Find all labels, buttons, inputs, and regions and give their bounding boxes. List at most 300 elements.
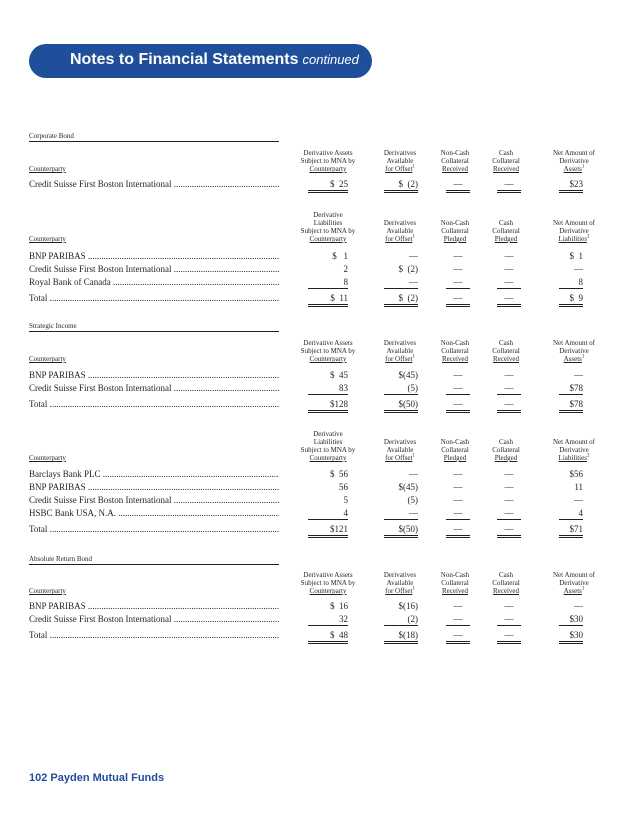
column-header-text: Net Amount of: [553, 438, 595, 446]
table-row: [29, 481, 589, 493]
value-cell: 8: [308, 276, 348, 289]
column-header-text: Available: [386, 227, 414, 235]
total-row: [29, 398, 589, 410]
column-header-line: [536, 438, 612, 446]
page-footer: 102 Payden Mutual Funds: [29, 772, 165, 784]
value-cell: —: [497, 178, 521, 193]
value-cell: 5: [343, 495, 348, 505]
counterparty-header: Counterparty: [29, 165, 66, 173]
footnote-marker: 1: [412, 354, 415, 360]
column-header-line: [372, 235, 428, 243]
value-cell: —: [504, 370, 514, 380]
value-cell: —: [497, 629, 521, 644]
value-cell: —: [446, 629, 470, 644]
column-header-line: [288, 438, 368, 446]
column-header-text: Assets: [563, 165, 582, 173]
table-row: [29, 494, 589, 506]
value-cell: $78: [559, 382, 583, 395]
value-cell: $(45): [398, 370, 418, 380]
column-header-text: Non-Cash: [440, 219, 470, 227]
table-row: [29, 613, 589, 625]
column-header-line: [536, 339, 612, 347]
value-cell: —: [453, 601, 463, 611]
column-header-line: [288, 454, 368, 462]
column-header: [484, 571, 528, 595]
value-cell: $121: [308, 523, 348, 538]
column-header: [372, 571, 428, 595]
column-header-line: [536, 454, 612, 462]
column-header-text: Received: [492, 355, 520, 363]
column-header-text: for Offset: [385, 235, 413, 243]
counterparty-name: BNP PARIBAS .....: [29, 481, 279, 493]
column-header-line: [484, 235, 528, 243]
column-header-line: [484, 446, 528, 454]
value-cell: 11: [574, 482, 583, 492]
column-header-text: Collateral: [441, 579, 469, 587]
value-cell: $(45): [398, 482, 418, 492]
column-header-line: [288, 165, 368, 173]
column-header-line: [430, 347, 480, 355]
counterparty-name: HSBC Bank USA, N.A. .....: [29, 507, 279, 519]
column-header-line: [484, 438, 528, 446]
value-cell: —: [453, 495, 463, 505]
column-header-line: [372, 165, 428, 173]
column-header: [288, 339, 368, 363]
value-cell: $128: [308, 398, 348, 413]
counterparty-name: Total .....: [29, 523, 279, 535]
column-header: [288, 149, 368, 173]
column-header-line: [430, 446, 480, 454]
counterparty-name: Credit Suisse First Boston International .....: [29, 263, 279, 275]
column-header-line: [288, 579, 368, 587]
counterparty-name: BNP PARIBAS .....: [29, 250, 279, 262]
value-cell: —: [574, 601, 583, 611]
total-row: [29, 629, 589, 641]
column-header-text: for Offset: [385, 165, 413, 173]
column-header-text: Collateral: [441, 446, 469, 454]
column-header-text: Received: [441, 587, 469, 595]
page-banner: [29, 44, 372, 78]
footnote-marker: 1: [412, 453, 415, 459]
value-cell: $30: [559, 629, 583, 644]
column-header-text: Counterparty: [309, 165, 347, 173]
table-row: [29, 468, 589, 480]
column-header-text: Cash: [499, 438, 513, 446]
value-cell: —: [446, 523, 470, 538]
column-header-line: [288, 355, 368, 363]
column-header-line: [430, 165, 480, 173]
column-header-text: Collateral: [441, 157, 469, 165]
table-row: [29, 250, 589, 262]
column-header-text: Derivatives: [383, 571, 417, 579]
column-header-text: Non-Cash: [440, 571, 470, 579]
column-header-line: [536, 446, 612, 454]
column-header-line: [430, 157, 480, 165]
value-cell: —: [497, 613, 521, 626]
column-header-line: [372, 355, 428, 363]
column-header-line: [372, 587, 428, 595]
value-cell: —: [574, 264, 583, 274]
column-header: [536, 571, 612, 595]
column-header-line: [430, 219, 480, 227]
column-header-text: Derivative: [559, 446, 589, 454]
column-header-text: Derivative: [559, 579, 589, 587]
column-header-text: Counterparty: [309, 235, 347, 243]
value-cell: $ 1: [332, 251, 348, 261]
column-header-line: [288, 211, 368, 219]
column-header-line: [484, 165, 528, 173]
column-header-text: Liabilities: [558, 235, 587, 243]
column-header-text: Derivative: [559, 347, 589, 355]
column-header-text: Collateral: [492, 347, 520, 355]
value-cell: —: [497, 507, 521, 520]
column-header-line: [372, 339, 428, 347]
column-header-line: [536, 355, 612, 363]
value-cell: —: [446, 507, 470, 520]
column-header-text: Counterparty: [309, 587, 347, 595]
value-cell: $ (2): [384, 292, 418, 307]
value-cell: $56: [569, 469, 583, 479]
column-header-line: [288, 149, 368, 157]
column-header-line: [372, 219, 428, 227]
counterparty-name: Credit Suisse First Boston International .....: [29, 613, 279, 625]
column-header-text: for Offset: [385, 355, 413, 363]
value-cell: —: [453, 482, 463, 492]
column-header: [372, 149, 428, 173]
column-header: [484, 339, 528, 363]
column-header-text: Received: [441, 355, 469, 363]
value-cell: —: [504, 469, 514, 479]
value-cell: —: [409, 469, 418, 479]
column-header-text: Available: [386, 157, 414, 165]
column-header-text: Available: [386, 446, 414, 454]
value-cell: —: [504, 482, 514, 492]
table-row: [29, 369, 589, 381]
value-cell: $(50): [384, 398, 418, 413]
column-header-text: for Offset: [385, 454, 413, 462]
counterparty-name: Credit Suisse First Boston International .....: [29, 382, 279, 394]
total-row: [29, 292, 589, 304]
column-header-line: [430, 339, 480, 347]
footnote-marker: 1: [412, 234, 415, 240]
value-cell: —: [446, 178, 470, 193]
column-header-text: Derivative Assets: [303, 149, 353, 157]
total-row: [29, 523, 589, 535]
value-cell: $ (2): [398, 264, 418, 274]
column-header-line: [536, 219, 612, 227]
value-cell: $71: [559, 523, 583, 538]
column-header: [430, 149, 480, 173]
value-cell: —: [504, 601, 514, 611]
counterparty-name: BNP PARIBAS .....: [29, 600, 279, 612]
column-header-line: [430, 235, 480, 243]
column-header-text: Cash: [499, 571, 513, 579]
column-header-text: Pledged: [494, 235, 518, 243]
column-header-text: Derivative: [559, 157, 589, 165]
value-cell: $ 45: [330, 370, 348, 380]
column-header: [288, 211, 368, 243]
value-cell: —: [446, 398, 470, 413]
column-header: [430, 571, 480, 595]
column-header-text: Derivative Assets: [303, 571, 353, 579]
column-header-line: [430, 579, 480, 587]
counterparty-header: Counterparty: [29, 235, 66, 243]
table-row: [29, 600, 589, 612]
value-cell: $ 25: [308, 178, 348, 193]
column-header: [372, 219, 428, 243]
value-cell: $ 16: [330, 601, 348, 611]
column-header-text: Subject to MNA by: [300, 227, 356, 235]
footnote-marker: 2: [586, 453, 590, 459]
column-header-text: Subject to MNA by: [300, 446, 356, 454]
column-header-text: Net Amount of: [553, 219, 595, 227]
footnote-marker: 1: [412, 586, 415, 592]
value-cell: $ 11: [308, 292, 348, 307]
column-header-line: [288, 339, 368, 347]
column-header-text: Derivatives: [383, 219, 417, 227]
column-header-text: Non-Cash: [440, 149, 470, 157]
column-header-line: [288, 157, 368, 165]
column-header: [372, 438, 428, 462]
value-cell: —: [497, 382, 521, 395]
column-header-text: Collateral: [441, 227, 469, 235]
value-cell: $(18): [384, 629, 418, 644]
column-header-line: [372, 227, 428, 235]
value-cell: 4: [559, 507, 583, 520]
column-header-text: Liabilities: [313, 438, 343, 446]
column-header-line: [288, 587, 368, 595]
column-header: [288, 571, 368, 595]
column-header-line: [484, 219, 528, 227]
column-header-line: [484, 339, 528, 347]
value-cell: $23: [559, 178, 583, 193]
value-cell: —: [446, 292, 470, 307]
column-header-text: Net Amount of: [553, 339, 595, 347]
column-header-line: [536, 157, 612, 165]
column-header-text: Pledged: [443, 235, 467, 243]
column-header-line: [372, 438, 428, 446]
column-header-line: [536, 235, 612, 243]
banner-title: Notes to Financial Statements continued: [70, 51, 359, 68]
column-header-text: Collateral: [492, 446, 520, 454]
value-cell: —: [504, 495, 514, 505]
value-cell: —: [409, 251, 418, 261]
value-cell: —: [446, 276, 470, 289]
footnote-marker: 1: [581, 586, 585, 592]
column-header-line: [430, 227, 480, 235]
counterparty-name: Total .....: [29, 292, 279, 304]
column-header-text: Non-Cash: [440, 438, 470, 446]
section-label: Corporate Bond: [29, 132, 279, 142]
value-cell: $ 56: [330, 469, 348, 479]
value-cell: —: [384, 276, 418, 289]
section-label: Absolute Return Bond: [29, 555, 279, 565]
column-header-text: Counterparty: [309, 454, 347, 462]
value-cell: —: [453, 370, 463, 380]
section-label: Strategic Income: [29, 322, 279, 332]
column-header: [536, 339, 612, 363]
value-cell: 83: [308, 382, 348, 395]
column-header-text: Cash: [499, 219, 513, 227]
column-header-line: [288, 235, 368, 243]
column-header-text: Cash: [499, 149, 513, 157]
column-header-text: Derivatives: [383, 438, 417, 446]
column-header-text: Liabilities: [313, 219, 343, 227]
value-cell: —: [453, 264, 463, 274]
value-cell: $ 9: [559, 292, 583, 307]
value-cell: $78: [559, 398, 583, 413]
value-cell: —: [504, 264, 514, 274]
column-header-line: [288, 430, 368, 438]
column-header-line: [372, 149, 428, 157]
column-header-line: [484, 579, 528, 587]
column-header-line: [372, 571, 428, 579]
counterparty-header: Counterparty: [29, 454, 66, 462]
column-header-text: for Offset: [385, 587, 413, 595]
footnote-marker: 1: [581, 164, 585, 170]
column-header-text: Subject to MNA by: [300, 347, 356, 355]
column-header-line: [372, 157, 428, 165]
column-header-text: Cash: [499, 339, 513, 347]
column-header: [536, 149, 612, 173]
counterparty-name: Credit Suisse First Boston International .....: [29, 178, 279, 190]
value-cell: $30: [559, 613, 583, 626]
counterparty-name: Barclays Bank PLC .....: [29, 468, 279, 480]
column-header: [536, 438, 612, 462]
column-header: [484, 438, 528, 462]
counterparty-header: Counterparty: [29, 355, 66, 363]
value-cell: 4: [308, 507, 348, 520]
value-cell: 56: [339, 482, 348, 492]
column-header-line: [536, 579, 612, 587]
column-header-line: [484, 355, 528, 363]
column-header-text: Net Amount of: [553, 571, 595, 579]
column-header-text: Derivative Assets: [303, 339, 353, 347]
column-header-text: Derivatives: [383, 149, 417, 157]
column-header-line: [536, 149, 612, 157]
footnote-marker: 1: [412, 164, 415, 170]
column-header-text: Subject to MNA by: [300, 579, 356, 587]
column-header-text: Assets: [563, 587, 582, 595]
column-header-line: [484, 227, 528, 235]
column-header-line: [288, 446, 368, 454]
column-header-line: [536, 571, 612, 579]
column-header-line: [288, 347, 368, 355]
column-header-line: [372, 446, 428, 454]
counterparty-header: Counterparty: [29, 587, 66, 595]
value-cell: —: [497, 276, 521, 289]
column-header: [372, 339, 428, 363]
counterparty-name: Credit Suisse First Boston International .....: [29, 494, 279, 506]
column-header-line: [288, 219, 368, 227]
column-header-text: Received: [492, 165, 520, 173]
column-header-text: Assets: [563, 355, 582, 363]
value-cell: —: [497, 398, 521, 413]
counterparty-name: Royal Bank of Canada .....: [29, 276, 279, 288]
column-header-line: [484, 149, 528, 157]
column-header-text: Available: [386, 579, 414, 587]
column-header-text: Derivative: [313, 211, 343, 219]
column-header-line: [430, 587, 480, 595]
value-cell: —: [504, 251, 514, 261]
value-cell: $(16): [398, 601, 418, 611]
table-row: [29, 178, 589, 190]
value-cell: —: [453, 251, 463, 261]
column-header-line: [430, 355, 480, 363]
column-header-line: [430, 571, 480, 579]
column-header-text: Pledged: [443, 454, 467, 462]
column-header-line: [288, 227, 368, 235]
value-cell: —: [574, 495, 583, 505]
column-header-line: [430, 149, 480, 157]
value-cell: (5): [384, 382, 418, 395]
value-cell: 32: [308, 613, 348, 626]
value-cell: —: [384, 507, 418, 520]
column-header-text: Received: [441, 165, 469, 173]
value-cell: —: [446, 613, 470, 626]
value-cell: —: [497, 292, 521, 307]
column-header-text: Collateral: [492, 579, 520, 587]
column-header: [288, 430, 368, 462]
column-header-text: Counterparty: [309, 355, 347, 363]
column-header: [430, 339, 480, 363]
value-cell: —: [446, 382, 470, 395]
column-header-line: [536, 587, 612, 595]
column-header-line: [484, 347, 528, 355]
column-header-text: Non-Cash: [440, 339, 470, 347]
value-cell: —: [497, 523, 521, 538]
value-cell: $ 48: [308, 629, 348, 644]
column-header-text: Derivative: [313, 430, 343, 438]
value-cell: $ 1: [569, 251, 583, 261]
counterparty-name: BNP PARIBAS .....: [29, 369, 279, 381]
table-row: [29, 276, 589, 288]
column-header: [430, 438, 480, 462]
column-header-line: [536, 347, 612, 355]
column-header-text: Collateral: [441, 347, 469, 355]
column-header-line: [372, 347, 428, 355]
column-header: [484, 149, 528, 173]
column-header-line: [484, 587, 528, 595]
table-row: [29, 382, 589, 394]
column-header-line: [372, 454, 428, 462]
column-header-text: Collateral: [492, 227, 520, 235]
footnote-marker: 2: [586, 234, 590, 240]
column-header-line: [484, 454, 528, 462]
column-header-text: Net Amount of: [553, 149, 595, 157]
column-header-line: [536, 227, 612, 235]
value-cell: $ (2): [384, 178, 418, 193]
column-header-line: [372, 579, 428, 587]
column-header-text: Liabilities: [558, 454, 587, 462]
column-header-line: [430, 454, 480, 462]
column-header-line: [484, 571, 528, 579]
column-header: [536, 219, 612, 243]
column-header-text: Collateral: [492, 157, 520, 165]
value-cell: $(50): [384, 523, 418, 538]
counterparty-name: Total .....: [29, 629, 279, 641]
value-cell: (2): [384, 613, 418, 626]
column-header-text: Derivatives: [383, 339, 417, 347]
column-header-text: Subject to MNA by: [300, 157, 356, 165]
column-header-text: Pledged: [494, 454, 518, 462]
table-row: [29, 263, 589, 275]
column-header-text: Derivative: [559, 227, 589, 235]
column-header-line: [430, 438, 480, 446]
counterparty-name: Total .....: [29, 398, 279, 410]
value-cell: 2: [343, 264, 348, 274]
column-header-line: [536, 165, 612, 173]
